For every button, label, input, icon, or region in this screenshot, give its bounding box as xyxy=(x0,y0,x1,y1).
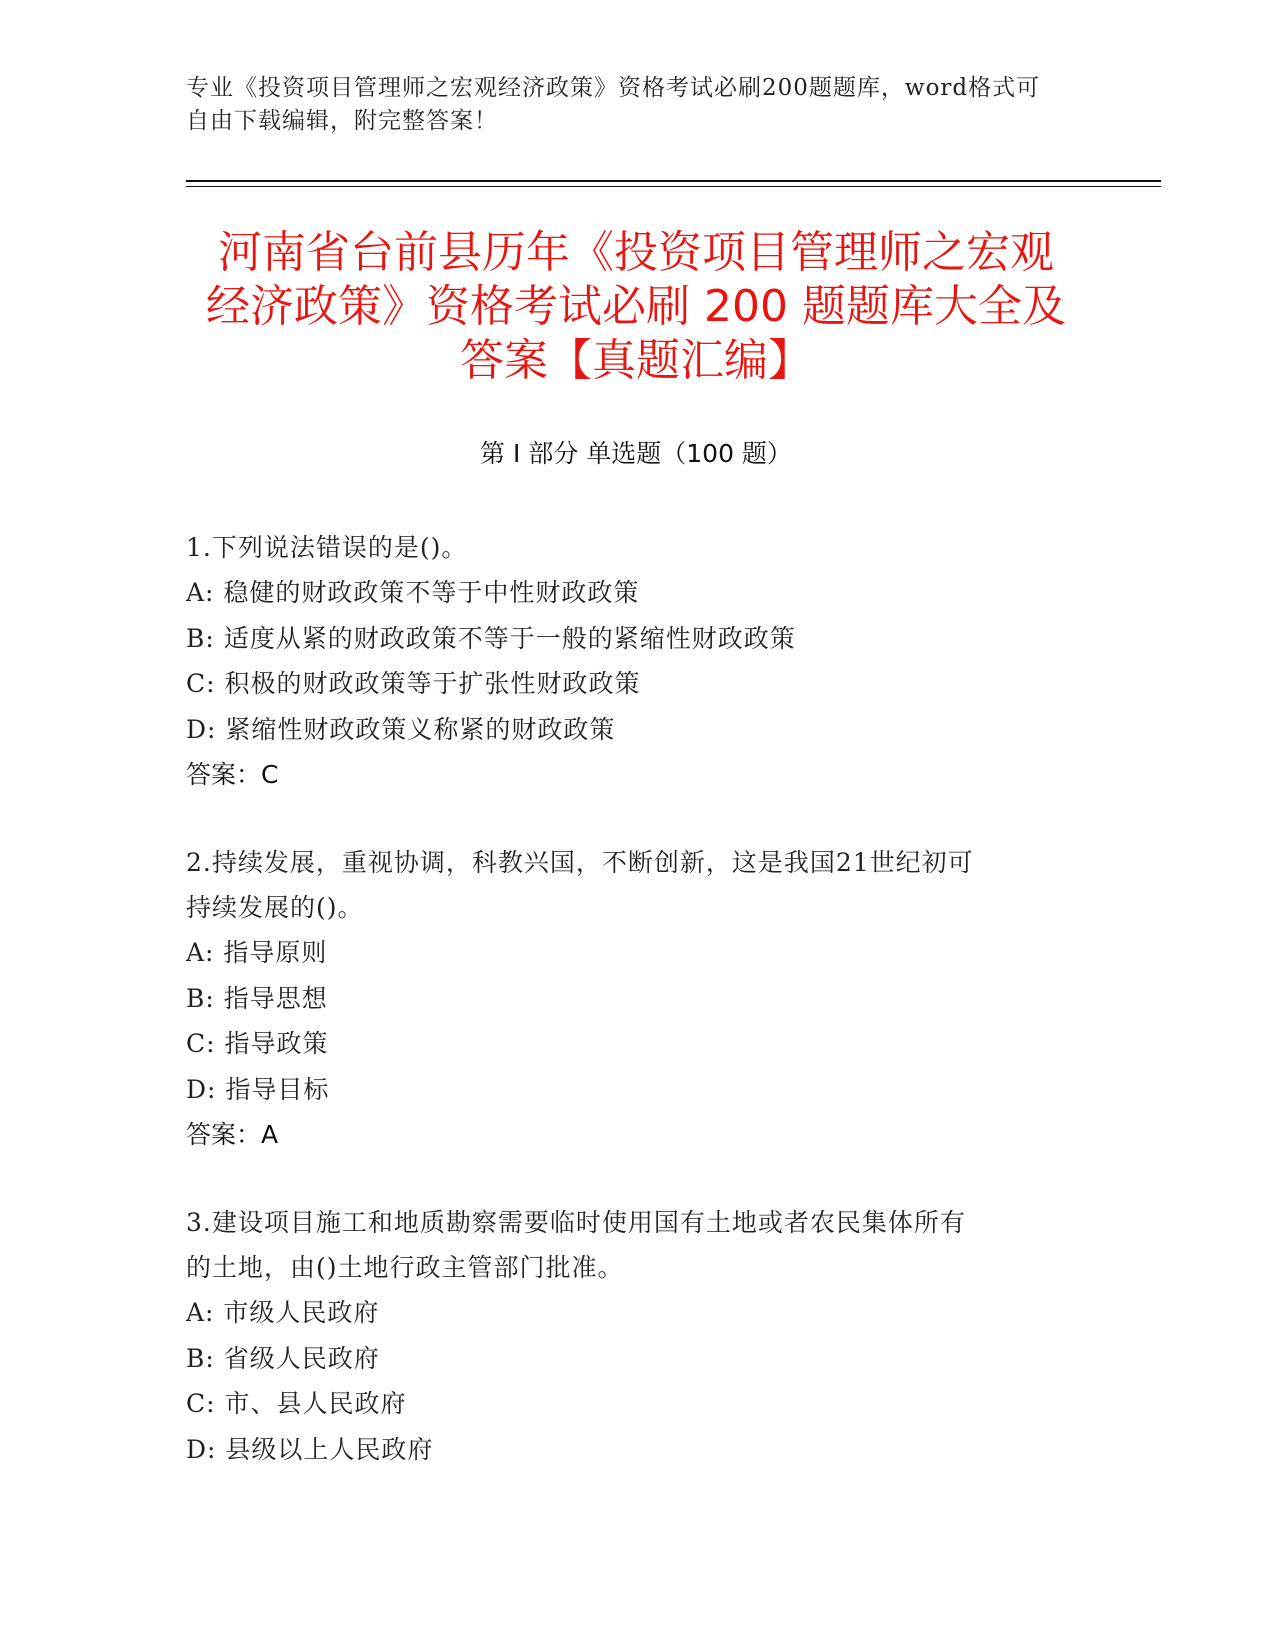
option-d: D: 指导目标 xyxy=(186,1074,330,1104)
option-b: B: 省级人民政府 xyxy=(186,1343,380,1373)
option-d: D: 紧缩性财政政策义称紧的财政政策 xyxy=(186,714,616,744)
header-divider-thin xyxy=(186,186,1161,187)
question-2 xyxy=(186,840,1086,1158)
option-a: A: 市级人民政府 xyxy=(186,1298,380,1327)
document-title xyxy=(186,226,1086,388)
title-line-1: 河南省台前县历年《投资项目管理师之宏观 xyxy=(218,227,1054,278)
title-line-2: 经济政策》资格考试必刷 200 题题库大全及 xyxy=(206,281,1066,332)
header-divider-thick xyxy=(186,180,1161,182)
question-1 xyxy=(186,525,1086,798)
option-b: B: 指导思想 xyxy=(186,983,328,1013)
option-c: C: 市、县人民政府 xyxy=(186,1389,407,1418)
option-d: D: 县级以上人民政府 xyxy=(186,1434,434,1464)
question-stem-cont: 持续发展的()。 xyxy=(186,893,364,922)
section-heading: 第 I 部分 单选题（100 题） xyxy=(480,439,792,468)
question-stem: 2.持续发展，重视协调，科教兴国，不断创新，这是我国21世纪初可 xyxy=(186,848,974,877)
title-line-3: 答案【真题汇编】 xyxy=(460,335,812,386)
question-stem: 1.下列说法错误的是()。 xyxy=(186,533,468,562)
option-c: C: 积极的财政政策等于扩张性财政政策 xyxy=(186,669,641,698)
question-3 xyxy=(186,1200,1086,1472)
option-a: A: 指导原则 xyxy=(186,938,328,967)
page-header xyxy=(186,72,1066,138)
question-stem: 3.建设项目施工和地质勘察需要临时使用国有土地或者农民集体所有 xyxy=(186,1208,966,1237)
answer: 答案：A xyxy=(186,1120,279,1149)
option-b: B: 适度从紧的财政政策不等于一般的紧缩性财政政策 xyxy=(186,623,796,653)
option-c: C: 指导政策 xyxy=(186,1029,329,1058)
header-line-2: 自由下载编辑，附完整答案！ xyxy=(186,108,498,134)
option-a: A: 稳健的财政政策不等于中性财政政策 xyxy=(186,578,640,607)
answer: 答案：C xyxy=(186,760,279,789)
question-stem-cont: 的土地，由()土地行政主管部门批准。 xyxy=(186,1253,624,1282)
question-list xyxy=(186,525,1086,1514)
header-line-1: 专业《投资项目管理师之宏观经济政策》资格考试必刷200题题库，word格式可 xyxy=(186,75,1041,101)
